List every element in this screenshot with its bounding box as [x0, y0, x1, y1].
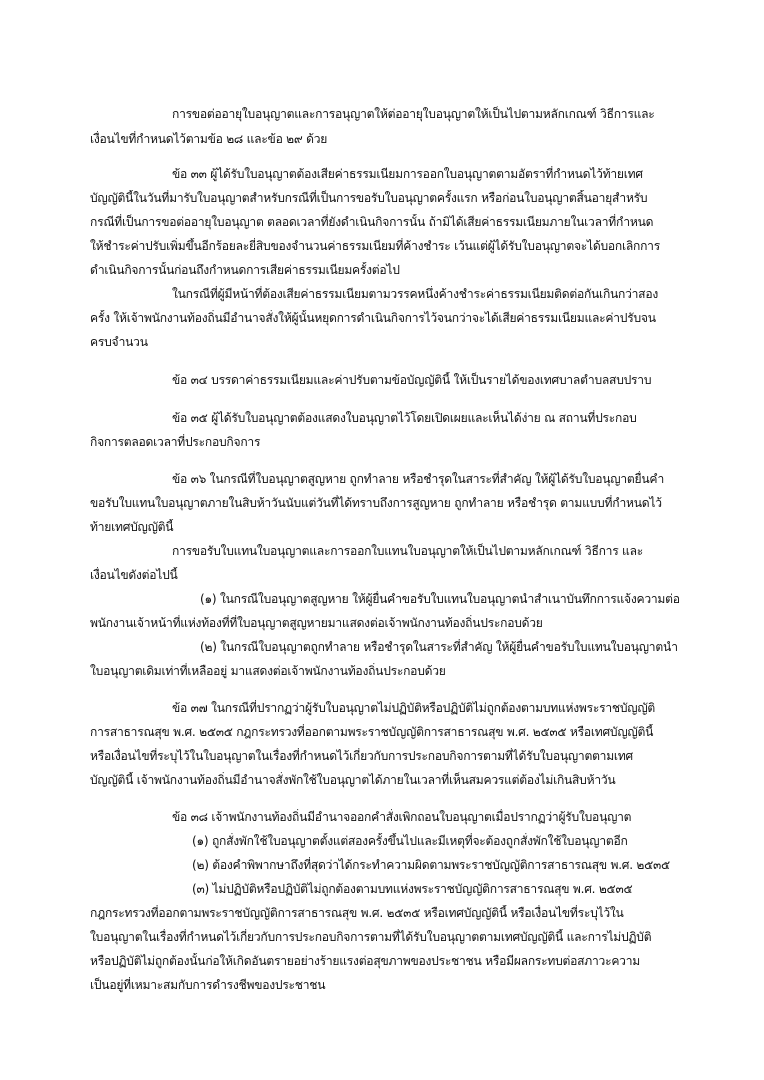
text-line: ข้อ ๓๓ ผู้ได้รับใบอนุญาตต้องเสียค่าธรรมเนียมการออกใบอนุญาตตามอัตราที่กำหนดไว้ท้ายเทศ: [172, 167, 643, 181]
text-line: (๒) ในกรณีใบอนุญาตถูกทำลาย หรือชำรุดในสาระที่สำคัญ ให้ผู้ยื่นคำขอรับใบแทนใบอนุญาตนำ: [200, 640, 678, 654]
text-line: การขอรับใบแทนใบอนุญาตและการออกใบแทนใบอนุญาตให้เป็นไปตามหลักเกณฑ์ วิธีการ และ: [172, 544, 643, 558]
text-line: ครั้ง ให้เจ้าพนักงานท้องถิ่นมีอำนาจสั่งให้ผู้นั้นหยุดการดำเนินกิจการไว้จนกว่าจะได้เสียค่าธรรมเนียมและค่าปรับจน: [90, 311, 656, 325]
text-line: บัญญัตินี้ในวันที่มารับใบอนุญาตสำหรับกรณีที่เป็นการขอรับใบอนุญาตครั้งแรก หรือก่อนใบอนุญาตสิ้นอายุสำหรับ: [90, 191, 648, 205]
text-line: การขอต่ออายุใบอนุญาตและการอนุญาตให้ต่ออายุใบอนุญาตให้เป็นไปตามหลักเกณฑ์ วิธีการและ: [172, 107, 655, 121]
text-line: (๑) ถูกสั่งพักใช้ใบอนุญาตตั้งแต่สองครั้งขึ้นไปและมีเหตุที่จะต้องถูกสั่งพักใช้ใบอนุญาตอีก: [192, 834, 628, 848]
text-line: ข้อ ๓๔ บรรดาค่าธรรมเนียมและค่าปรับตามข้อบัญญัตินี้ ให้เป็นรายได้ของเทศบาลตำบลสบปราบ: [172, 373, 652, 387]
text-line: ข้อ ๓๖ ในกรณีที่ใบอนุญาตสูญหาย ถูกทำลาย หรือชำรุดในสาระที่สำคัญ ให้ผู้ได้รับใบอนุญาตยื่นคำ: [172, 472, 664, 486]
text-line: การสาธารณสุข พ.ศ. ๒๕๓๕ กฎกระทรวงที่ออกตามพระราชบัญญัติการสาธารณสุข พ.ศ. ๒๕๓๕ หรือเทศบัญญัตินี้: [90, 725, 654, 739]
text-line: (๓) ไม่ปฏิบัติหรือปฏิบัติไม่ถูกต้องตามบทแห่งพระราชบัญญัติการสาธารณสุข พ.ศ. ๒๕๓๕: [192, 882, 633, 896]
text-line: ครบจำนวน: [90, 335, 148, 349]
text-line: ให้ชำระค่าปรับเพิ่มขึ้นอีกร้อยละยี่สิบของจำนวนค่าธรรมเนียมที่ค้างชำระ เว้นแต่ผู้ได้รับใบอนุญาตจะได้บอกเลิกการ: [90, 239, 660, 253]
text-line: บัญญัตินี้ เจ้าพนักงานท้องถิ่นมีอำนาจสั่งพักใช้ใบอนุญาตได้ภายในเวลาที่เห็นสมควรแต่ต้องไม่เกินสิบห้าวัน: [90, 773, 616, 787]
text-line: ดำเนินกิจการนั้นก่อนถึงกำหนดการเสียค่าธรรมเนียมครั้งต่อไป: [90, 263, 400, 277]
text-line: ข้อ ๓๗ ในกรณีที่ปรากฏว่าผู้รับใบอนุญาตไม่ปฏิบัติหรือปฏิบัติไม่ถูกต้องตามบทแห่งพระราชบัญญัติ: [172, 701, 656, 715]
text-line: พนักงานเจ้าหน้าที่แห่งท้องที่ที่ใบอนุญาตสูญหายมาแสดงต่อเจ้าพนักงานท้องถิ่นประกอบด้วย: [90, 616, 543, 630]
text-line: ข้อ ๓๘ เจ้าพนักงานท้องถิ่นมีอำนาจออกคำสั่งเพิกถอนใบอนุญาตเมื่อปรากฏว่าผู้รับใบอนุญาต: [172, 810, 632, 824]
text-line: กฎกระทรวงที่ออกตามพระราชบัญญัติการสาธารณสุข พ.ศ. ๒๕๓๕ หรือเทศบัญญัตินี้ หรือเงื่อนไขที่ระบุไว้ใน: [90, 906, 624, 920]
text-line: เป็นอยู่ที่เหมาะสมกับการดำรงชีพของประชาชน: [90, 978, 326, 992]
text-line: (๒) ต้องคำพิพากษาถึงที่สุดว่าได้กระทำความผิดตามพระราชบัญญัติการสาธารณสุข พ.ศ. ๒๕๓๕: [192, 858, 670, 872]
text-line: กิจการตลอดเวลาที่ประกอบกิจการ: [90, 435, 261, 449]
text-line: ข้อ ๓๕ ผู้ได้รับใบอนุญาตต้องแสดงใบอนุญาตไว้โดยเปิดเผยและเห็นได้ง่าย ณ สถานที่ประกอบ: [172, 411, 637, 425]
text-line: หรือปฏิบัติไม่ถูกต้องนั้นก่อให้เกิดอันตรายอย่างร้ายแรงต่อสุขภาพของประชาชน หรือมีผลกระทบต่อสภาวะความ: [90, 954, 640, 968]
text-line: เงื่อนไขที่กำหนดไว้ตามข้อ ๒๘ และข้อ ๒๙ ด้วย: [90, 132, 328, 146]
text-line: กรณีที่เป็นการขอต่ออายุใบอนุญาต ตลอดเวลาที่ยังดำเนินกิจการนั้น ถ้ามิได้เสียค่าธรรมเนียมภายในเวลาที่กำหนด: [90, 215, 654, 229]
text-line: ใบอนุญาตเดิมเท่าที่เหลืออยู่ มาแสดงต่อเจ้าพนักงานท้องถิ่นประกอบด้วย: [90, 664, 446, 678]
text-line: ในกรณีที่ผู้มีหน้าที่ต้องเสียค่าธรรมเนียมตามวรรคหนึ่งค้างชำระค่าธรรมเนียมติดต่อกันเกินกว่าสอง: [172, 287, 658, 301]
text-line: ขอรับใบแทนใบอนุญาตภายในสิบห้าวันนับแต่วันที่ได้ทราบถึงการสูญหาย ถูกทำลาย หรือชำรุด ตามแบบที่กำหนดไว้: [90, 496, 662, 510]
text-line: หรือเงื่อนไขที่ระบุไว้ในใบอนุญาตในเรื่องที่กำหนดไว้เกี่ยวกับการประกอบกิจการตามที่ได้รับใบอนุญาตตามเทศ: [90, 749, 633, 763]
text-line: ใบอนุญาตในเรื่องที่กำหนดไว้เกี่ยวกับการประกอบกิจการตามที่ได้รับใบอนุญาตตามเทศบัญญัตินี้ และการไม่ปฏิบัติ: [90, 930, 652, 944]
text-line: (๑) ในกรณีใบอนุญาตสูญหาย ให้ผู้ยื่นคำขอรับใบแทนใบอนุญาตนำสำเนาบันทึกการแจ้งความต่อ: [200, 592, 680, 606]
text-line: เงื่อนไขดังต่อไปนี้: [90, 568, 178, 582]
text-line: ท้ายเทศบัญญัตินี้: [90, 520, 174, 534]
